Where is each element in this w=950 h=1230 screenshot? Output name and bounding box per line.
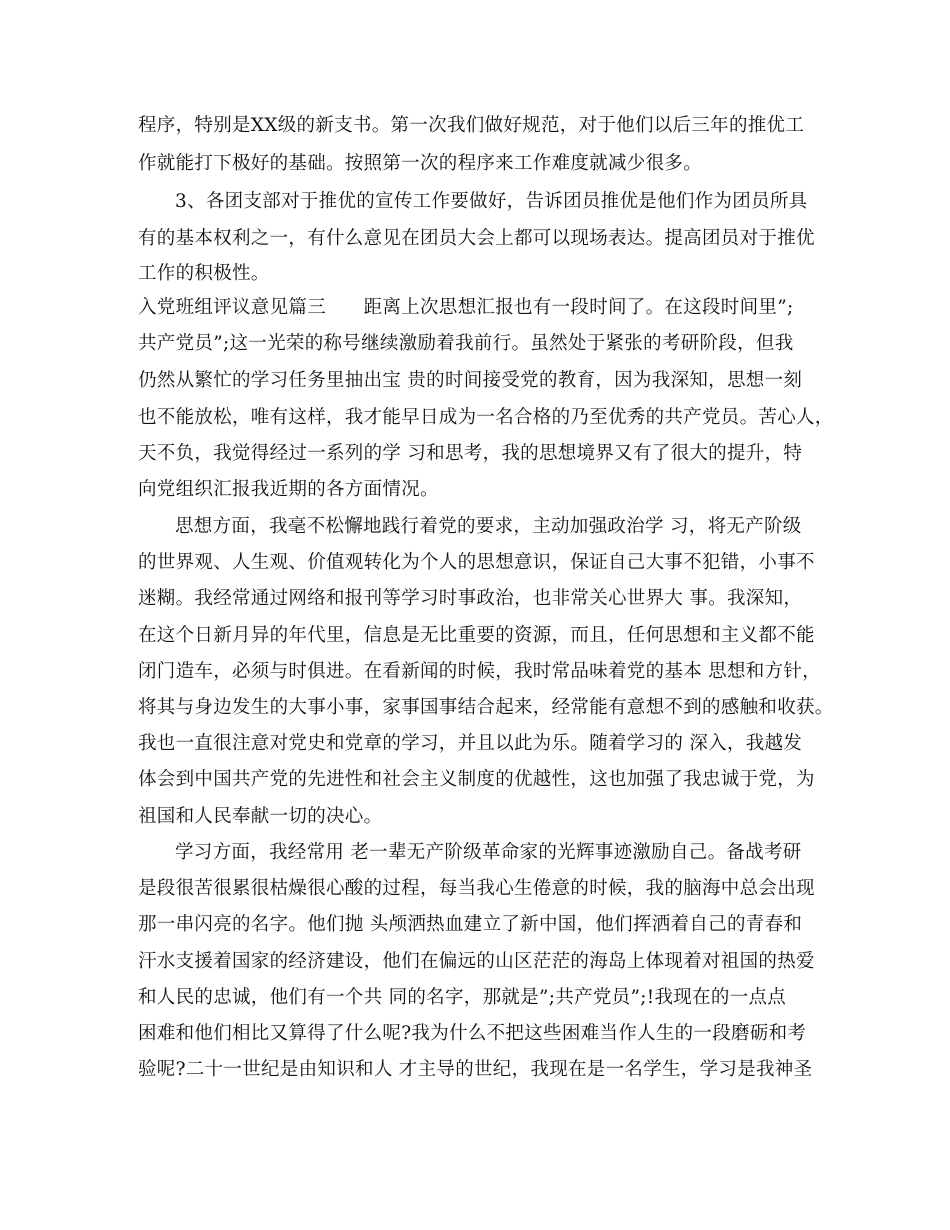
text-line: 的世界观、人生观、价值观转化为个人的思想意识，保证自己大事不犯错，小事不 (138, 552, 815, 573)
text-line: 将其与身边发生的大事小事，家事国事结合起来，经常能有意想不到的感触和收获。 (138, 697, 834, 718)
text-line: 天不负，我觉得经过一系列的学 习和思考，我的思想境界又有了很大的提升，特 (138, 443, 803, 464)
text-line: 也不能放松，唯有这样，我才能早日成为一名合格的乃至优秀的共产党员。苦心人， (138, 407, 834, 428)
text-line: 仍然从繁忙的学习任务里抽出宝 贵的时间接受党的教育，因为我深知，思想一刻 (138, 370, 803, 391)
text-line: 和人民的忠诚，他们有一个共 同的名字，那就是”;共产党员”;!我现在的一点点 (138, 987, 787, 1008)
text-line: 汗水支援着国家的经济建设，他们在偏远的山区茫茫的海岛上体现着对祖国的热爱 (138, 951, 815, 972)
text-line: 验呢?二十一世纪是由知识和人 才主导的世纪，我现在是一名学生，学习是我神圣 (138, 1059, 813, 1080)
text-line: 在这个日新月异的年代里，信息是无比重要的资源，而且，任何思想和主义都不能 (138, 625, 815, 646)
text-line: 体会到中国共产党的先进性和社会主义制度的优越性，这也加强了我忠诚于党，为 (138, 769, 815, 790)
text-line: 向党组织汇报我近期的各方面情况。 (138, 479, 439, 500)
text-line: 是段很苦很累很枯燥很心酸的过程，每当我心生倦意的时候，我的脑海中总会出现 (138, 878, 815, 899)
text-line: 程序，特别是XX级的新支书。第一次我们做好规范，对于他们以后三年的推优工 (138, 115, 805, 136)
text-line: 工作的积极性。 (138, 263, 270, 284)
text-line: 迷糊。我经常通过网络和报刊等学习时事政治，也非常关心世界大 事。我深知， (138, 588, 803, 609)
text-line: 作就能打下极好的基础。按照第一次的程序来工作难度就减少很多。 (138, 153, 703, 174)
text-line: 困难和他们相比又算得了什么呢?我为什么不把这些困难当作人生的一段磨砺和考 (138, 1023, 807, 1044)
text-line: 共产党员”;这一光荣的称号继续激励着我前行。虽然处于紧张的考研阶段，但我 (138, 333, 794, 354)
text-line: 3、各团支部对于推优的宣传工作要做好，告诉团员推优是他们作为团员所具 (175, 191, 808, 212)
text-line: 思想方面，我毫不松懈地践行着党的要求，主动加强政治学 习，将无产阶级 (175, 516, 802, 537)
section-heading-line: 入党班组评议意见篇三 距离上次思想汇报也有一段时间了。在这段时间里”; (138, 297, 794, 318)
text-line: 闭门造车，必须与时俱进。在看新闻的时候，我时常品味着党的基本 思想和方针， (138, 661, 821, 682)
text-line: 那一串闪亮的名字。他们抛 头颅洒热血建立了新中国，他们挥洒着自己的青春和 (138, 914, 803, 935)
text-line: 我也一直很注意对党史和党章的学习，并且以此为乐。随着学习的 深入，我越发 (138, 733, 803, 754)
text-line: 学习方面，我经常用 老一辈无产阶级革命家的光辉事迹激励自己。备战考研 (175, 842, 802, 863)
text-line: 祖国和人民奉献一切的决心。 (138, 806, 383, 827)
text-line: 有的基本权利之一，有什么意见在团员大会上都可以现场表达。提高团员对于推优 (138, 228, 815, 249)
